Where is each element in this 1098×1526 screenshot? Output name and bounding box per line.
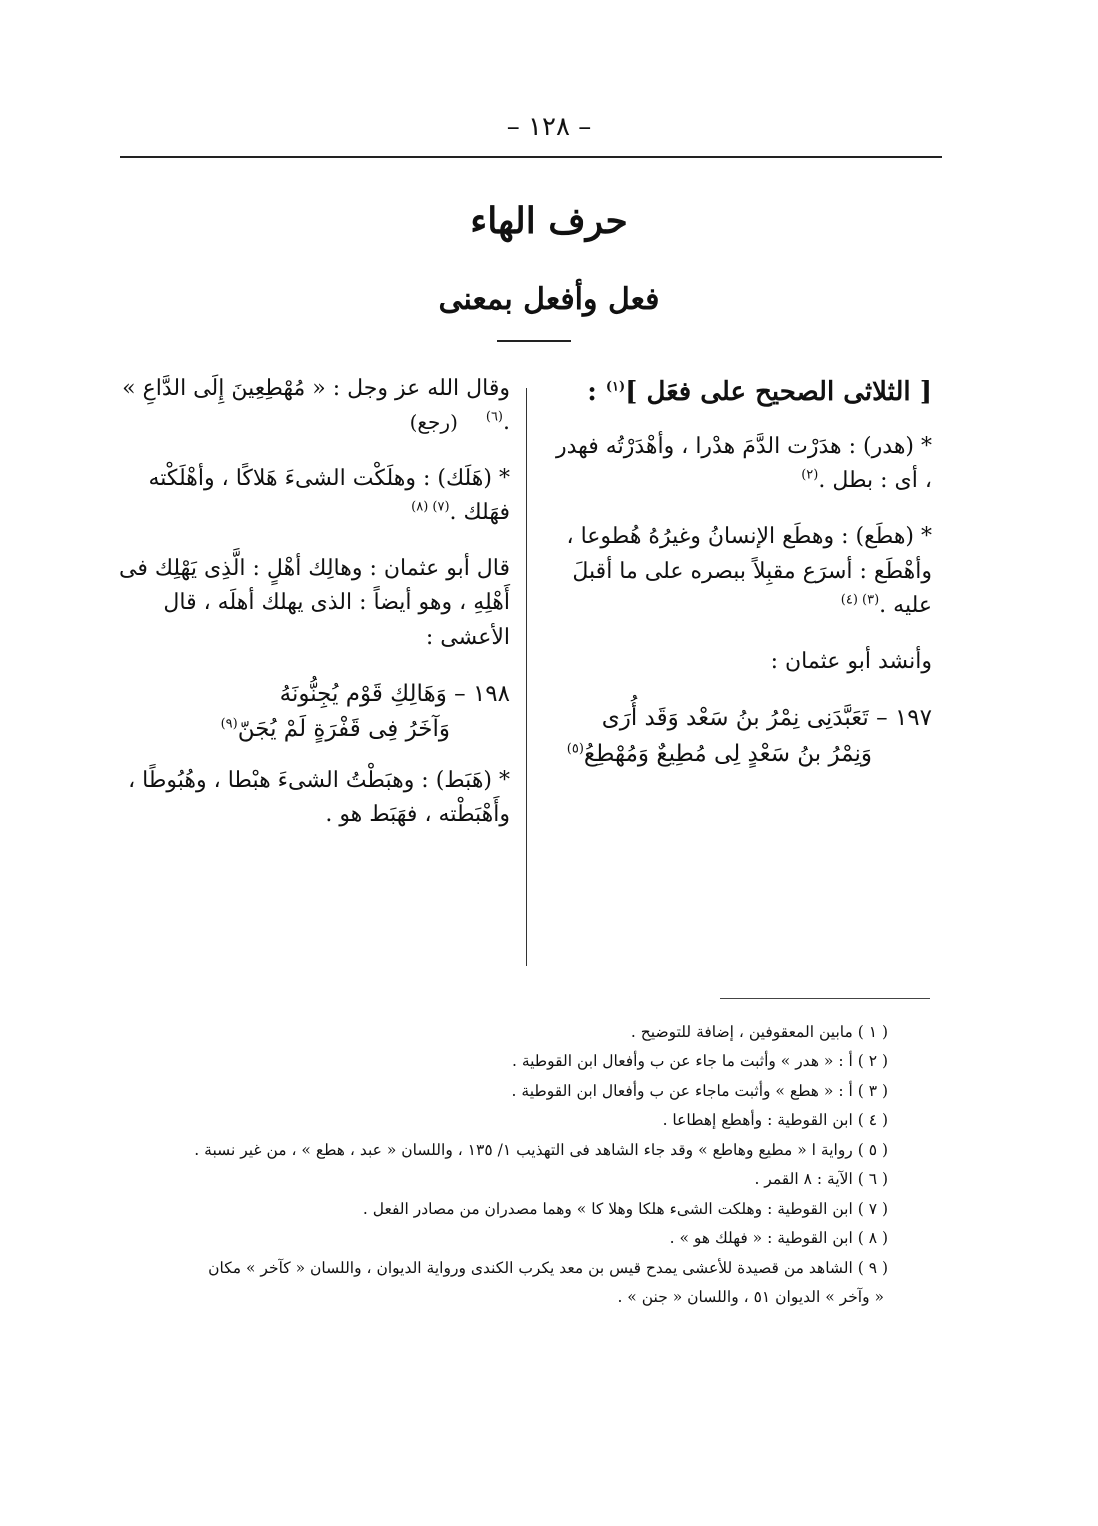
header-divider [120,156,942,158]
verse-text: وَآخَرُ فِى قَفْرَةٍ لَمْ يُجَنّ [237,716,450,743]
bracket-heading [548,372,932,412]
footnote-divider [720,998,930,999]
page-number: – ١٢٨ – [506,112,592,142]
footnote-marker: (٧) (٨) [411,499,450,515]
footnote-6: ( ٦ ) الآية : ٨ القمر . [754,1170,888,1189]
footnote-marker: (٣) (٤) [840,592,880,608]
entry-habat: * (هَبَط) : وهبَطْتُ الشىءَ هبْطا ، وهُبُوطًا ، وأَهْبَطْته ، فهَبَط هو . [128,767,510,828]
column-divider [526,388,527,966]
footnote-5: ( ٥ ) رواية ا « مطيع وهاطع » وقد جاء الشاهد فى التهذيب ١/ ١٣٥ ، واللسان « عبد ، هطع » ، من غير نسبة . [194,1140,888,1159]
footnote-marker: (٩) [220,716,238,732]
verse-number: ١٩٨ – [454,680,510,707]
entry-halak-text: * (هَلَك) : وهلَكْت الشىءَ هَلاكًا ، وأهْلَكْته فهَلك . [148,466,510,526]
verse-line [110,677,510,713]
footnote-marker: (١) [605,379,626,395]
footnote-marker: (٥) [566,740,584,756]
verse-197 [548,701,932,772]
footnote-2: ( ٢ ) أ : « هدر » وأثبت ما جاء عن ب وأفعال ابن القوطية . [511,1052,888,1071]
verse-line [110,712,510,748]
footnote-8: ( ٨ ) ابن القوطية : « فهلك هو » . [669,1229,888,1248]
entry-hata-text: * (هطَع) : وهطَع الإنسانُ وغيرُهُ هُطوعا ، وأهْطَع : أسرَع مقبِلاً ببصره على ما أقبلَ عليه . [566,524,932,618]
quran-quote-text: وقال الله عز وجل : « مُهْطِعِينَ إِلَى الدَّاعِ » . [122,376,510,436]
left-column [110,372,510,854]
abu-uthman-note: قال أبو عثمان : وهالِك أهْلٍ : الَّذِى يَهْلِك فى أَهْلِهِ ، وهو أيضاً : الذى يهلك أهلَه ، قال الأعشى : [119,556,510,650]
entry-halak [110,462,510,530]
footnote-marker: (٦) [485,409,503,425]
footnotes [108,1018,888,1312]
cross-reference: (رجع) [409,410,458,435]
entry-hata [548,520,932,622]
verse-number: ١٩٧ – [876,704,932,731]
chapter-title: حرف الهاء [470,200,628,242]
heading-colon: : [587,377,597,407]
verse-text: تَعَبَّدَنِى نِمْرُ بنُ سَعْد وَقَد أُرَى [601,704,869,731]
right-column [548,372,932,778]
verse-line [548,737,932,773]
verse-text: وَهَالِكِ قَوْم يُجِنُّونَهُ [279,680,447,707]
footnote-9-continuation: « وآخر » الديوان ٥١ ، واللسان « جنن » . [617,1287,884,1306]
footnote-7: ( ٧ ) ابن القوطية : وهلكت الشىء هلكا وهلا كا » وهما مصدران من مصادر الفعل . [362,1199,888,1218]
footnote-4: ( ٤ ) ابن القوطية : وأهطع إهطاعا . [662,1111,888,1130]
section-divider [497,340,571,342]
entry-hadar [548,430,932,498]
footnote-1: ( ١ ) مابين المعقوفين ، إضافة للتوضيح . [630,1023,888,1041]
quran-quote [110,372,510,440]
footnote-marker: (٢) [801,468,819,484]
verse-text: وَنِمْرُ بنُ سَعْدٍ لِى مُطِيعٌ وَمُهْطِعُ [583,740,872,767]
footnote-3: ( ٣ ) أ : « هطع » وأثبت ماجاء عن ب وأفعال ابن القوطية . [511,1081,888,1100]
bracket-heading-text: [ الثلاثى الصحيح على فعَل ] [625,377,932,407]
entry-hadar-text: * (هدر) : هدَرْت الدَّمَ هدْرا ، وأهْدَرْتُه فهدر ، أى : بطل . [555,434,932,494]
verse-198 [110,677,510,748]
footnote-9: ( ٩ ) الشاهد من قصيدة للأعشى يمدح قيس بن معد يكرب الكندى ورواية الديوان ، واللسان « كآخر » مكان [208,1258,888,1277]
section-title: فعل وأفعل بمعنى [438,282,660,317]
verse-line [548,701,932,737]
recitation-intro: وأنشد أبو عثمان : [770,648,932,674]
